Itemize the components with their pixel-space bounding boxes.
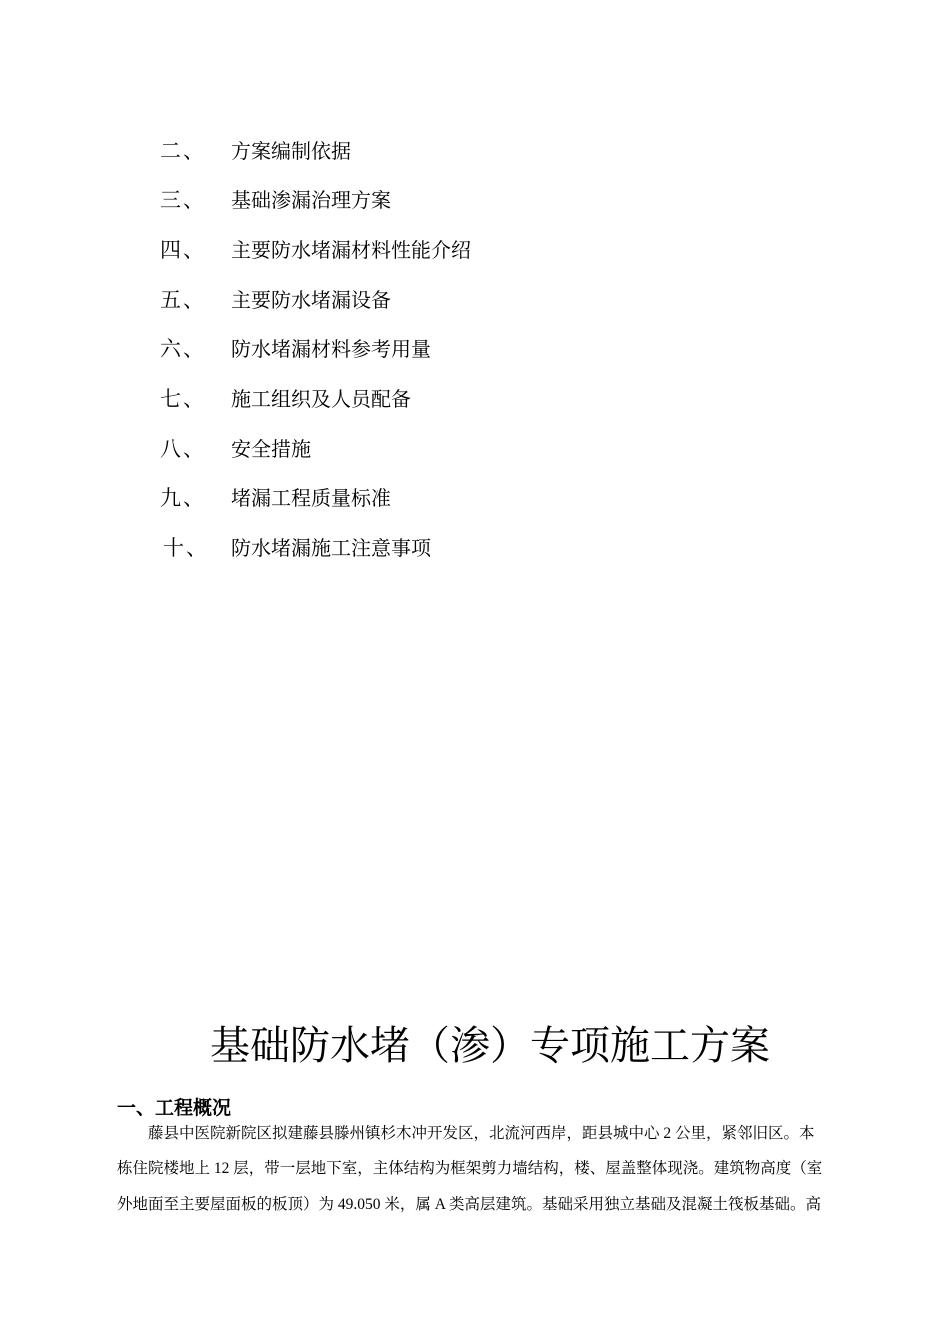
- section-heading: 一、工程概况: [117, 1097, 232, 1119]
- toc-item-number: 三、: [160, 188, 206, 212]
- toc-item-label: 防水堵漏材料参考用量: [231, 337, 431, 361]
- toc-item: [0, 480, 700, 516]
- toc-item: [0, 331, 700, 367]
- toc-item: [0, 381, 700, 417]
- toc-item: [0, 133, 700, 169]
- toc-item-number: 二、: [160, 139, 206, 163]
- toc-item-label: 防水堵漏施工注意事项: [231, 536, 431, 560]
- toc-item-label: 基础渗漏治理方案: [231, 188, 391, 212]
- toc-item-label: 安全措施: [231, 437, 311, 461]
- paragraph-line: 栋住院楼地上 12 层，带一层地下室，主体结构为框架剪力墙结构，楼、屋盖整体现浇。建筑物高度（室: [117, 1160, 823, 1177]
- toc-item-label: 主要防水堵漏材料性能介绍: [231, 238, 471, 262]
- toc-item: [0, 530, 700, 566]
- toc-item-number: 七、: [160, 387, 206, 411]
- paragraph-line: 藤县中医院新院区拟建藤县滕州镇杉木冲开发区，北流河西岸，距县城中心 2 公里，紧邻旧区。本: [148, 1125, 815, 1142]
- toc-item-label: 方案编制依据: [231, 139, 351, 163]
- toc-item: [0, 182, 700, 218]
- toc-item: [0, 232, 700, 268]
- paragraph-line: 外地面至主要屋面板的板顶）为 49.050 米，属 A 类高层建筑。基础采用独立基础及混凝土筏板基础。高: [117, 1196, 821, 1213]
- toc-item-label: 堵漏工程质量标准: [231, 486, 391, 510]
- toc-item-number: 四、: [160, 238, 206, 262]
- toc-item: [0, 282, 700, 318]
- toc-item-label: 施工组织及人员配备: [231, 387, 411, 411]
- toc-item-number: 八、: [160, 437, 206, 461]
- document-title: 基础防水堵（渗）专项施工方案: [210, 1023, 770, 1069]
- toc-item-number: 六、: [160, 337, 206, 361]
- toc-item-label: 主要防水堵漏设备: [231, 288, 391, 312]
- toc-item-number: 九、: [160, 486, 206, 510]
- toc-item-number: 五、: [160, 288, 206, 312]
- toc-item-number: 十、: [163, 536, 209, 560]
- toc-item: [0, 431, 700, 467]
